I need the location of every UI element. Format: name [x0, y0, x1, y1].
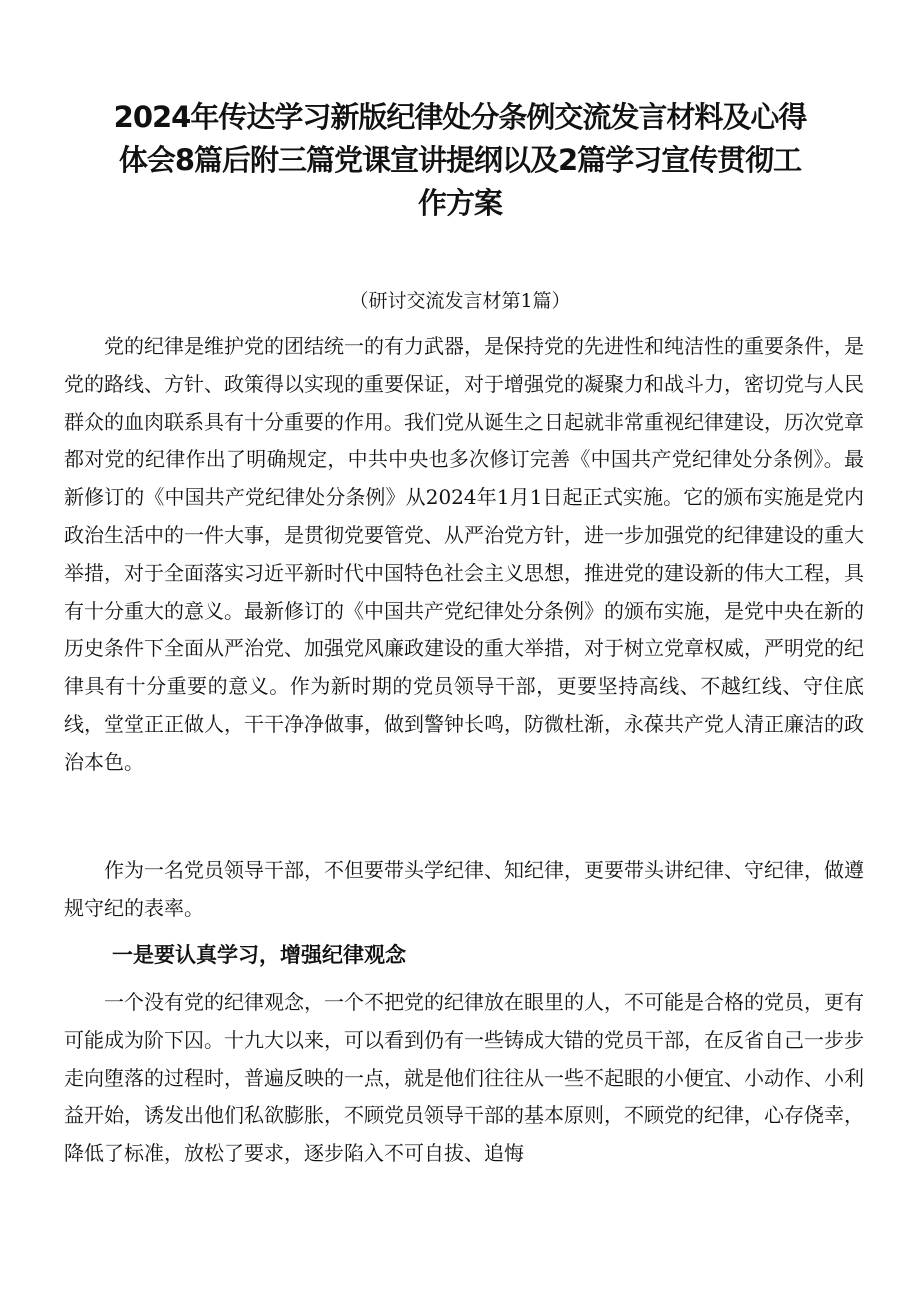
section-heading: 一是要认真学习，增强纪律观念 — [112, 943, 406, 967]
document-title: 2024年传达学习新版纪律处分条例交流发言材料及心得体会8篇后附三篇党课宣讲提纲以及2篇学习宣传贯彻工作方案 — [113, 100, 807, 220]
section-subtitle: （研讨交流发言材第1篇） — [349, 290, 571, 312]
body-paragraph: 作为一名党员领导干部，不但要带头学纪律、知纪律，更要带头讲纪律、守纪律，做遵规守纪的表率。 — [64, 858, 864, 920]
body-paragraph: 一个没有党的纪律观念，一个不把党的纪律放在眼里的人，不可能是合格的党员，更有可能成为阶下囚。十九大以来，可以看到仍有一些铸成大错的党员干部，在反省自己一步步走向堕落的过程时，普遍反映的一点，就是他们往往从一些不起眼的小便宜、小动作、小利益开始，诱发出他们私欲膨胀，不顾党员领导干部的基本原则，不顾党的纪律，心存侥幸，降低了标准，放松了要求，逐步陷入不可自拔、追悔 — [64, 990, 864, 1166]
body-paragraph: 党的纪律是维护党的团结统一的有力武器，是保持党的先进性和纯洁性的重要条件，是党的路线、方针、政策得以实现的重要保证，对于增强党的凝聚力和战斗力，密切党与人民群众的血肉联系具有十分重要的作用。我们党从诞生之日起就非常重视纪律建设，历次党章都对党的纪律作出了明确规定，中共中央也多次修订完善《中国共产党纪律处分条例》。最新修订的《中国共产党纪律处分条例》从2024年1月1日起正式实施。它的颁布实施是党内政治生活中的一件大事，是贯彻党要管党、从严治党方针，进一步加强党的纪律建设的重大举措，对于全面落实习近平新时代中国特色社会主义思想，推进党的建设新的伟大工程，具有十分重大的意义。最新修订的《中国共产党纪律处分条例》的颁布实施，是党中央在新的历史条件下全面从严治党、加强党风廉政建设的重大举措，对于树立党章权威，严明党的纪律具有十分重要的意义。作为新时期的党员领导干部，更要坚持高线、不越红线、守住底线，堂堂正正做人，干干净净做事，做到警钟长鸣，防微杜渐，永葆共产党人清正廉洁的政治本色。 — [64, 334, 864, 774]
